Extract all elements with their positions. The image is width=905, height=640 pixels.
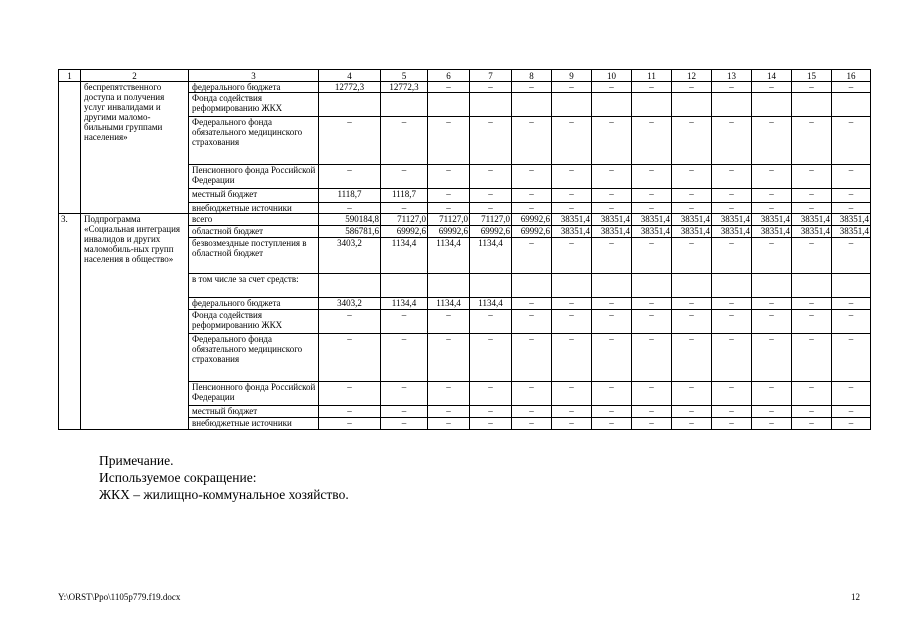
value-cell: – — [552, 189, 592, 203]
value-cell: – — [712, 189, 752, 203]
value-cell: – — [712, 82, 752, 93]
value-cell: – — [470, 406, 512, 418]
value-cell — [592, 93, 632, 117]
value-cell: – — [752, 165, 792, 189]
funding-source-cell: Федерального фонда обязательного медицинского страхования — [189, 334, 319, 382]
value-cell: – — [512, 406, 552, 418]
footer-page-number: 12 — [851, 592, 860, 602]
value-cell: – — [792, 418, 832, 430]
value-cell: 69992,6 — [512, 226, 552, 238]
value-cell: – — [552, 165, 592, 189]
budget-table — [58, 69, 871, 430]
value-cell: – — [752, 334, 792, 382]
value-cell: – — [470, 189, 512, 203]
value-cell: – — [672, 117, 712, 165]
value-cell: – — [428, 418, 470, 430]
value-cell — [512, 93, 552, 117]
value-cell: – — [672, 189, 712, 203]
value-cell: – — [319, 310, 381, 334]
value-cell: 69992,6 — [470, 226, 512, 238]
value-cell — [512, 274, 552, 298]
value-cell: 38351,4 — [752, 226, 792, 238]
program-name-cell: беспрепятственного доступа и получения услуг инвалидами и другими маломо-бильными группами населения» — [81, 82, 189, 214]
value-cell: – — [672, 334, 712, 382]
value-cell: – — [712, 334, 752, 382]
value-cell: – — [381, 165, 428, 189]
value-cell: – — [672, 310, 712, 334]
value-cell: – — [512, 418, 552, 430]
value-cell: – — [512, 82, 552, 93]
funding-source-cell: Пенсионного фонда Российской Федерации — [189, 382, 319, 406]
value-cell: – — [752, 82, 792, 93]
value-cell: 3403,2 — [319, 238, 381, 274]
value-cell: – — [792, 189, 832, 203]
value-cell: – — [712, 310, 752, 334]
value-cell: – — [512, 189, 552, 203]
value-cell: – — [832, 203, 871, 214]
value-cell: – — [428, 82, 470, 93]
value-cell: – — [552, 334, 592, 382]
value-cell: – — [552, 310, 592, 334]
value-cell: – — [792, 298, 832, 310]
value-cell: – — [592, 382, 632, 406]
value-cell — [552, 93, 592, 117]
funding-source-cell: внебюджетные источники — [189, 203, 319, 214]
header-cell: 5 — [381, 70, 428, 82]
value-cell — [381, 274, 428, 298]
value-cell: 1134,4 — [381, 238, 428, 274]
value-cell: – — [381, 203, 428, 214]
value-cell: – — [752, 382, 792, 406]
value-cell: – — [512, 382, 552, 406]
header-row — [59, 70, 871, 82]
value-cell: – — [672, 238, 712, 274]
value-cell: – — [712, 165, 752, 189]
value-cell: – — [552, 117, 592, 165]
value-cell: – — [832, 406, 871, 418]
value-cell: 38351,4 — [712, 226, 752, 238]
value-cell: – — [752, 298, 792, 310]
funding-source-cell: местный бюджет — [189, 406, 319, 418]
value-cell: 1134,4 — [428, 238, 470, 274]
value-cell — [672, 274, 712, 298]
value-cell: – — [512, 165, 552, 189]
value-cell: – — [792, 82, 832, 93]
value-cell — [632, 93, 672, 117]
value-cell: – — [428, 382, 470, 406]
value-cell: – — [319, 117, 381, 165]
value-cell: – — [592, 334, 632, 382]
value-cell: – — [592, 82, 632, 93]
funding-source-cell: Федерального фонда обязательного медицинского страхования — [189, 117, 319, 165]
value-cell: 1118,7 — [381, 189, 428, 203]
value-cell — [672, 93, 712, 117]
value-cell: – — [832, 117, 871, 165]
value-cell: – — [672, 418, 712, 430]
value-cell: – — [592, 203, 632, 214]
value-cell: – — [470, 382, 512, 406]
header-cell: 16 — [832, 70, 871, 82]
value-cell: – — [470, 334, 512, 382]
value-cell: 38351,4 — [552, 226, 592, 238]
note-title: Примечание. — [99, 453, 174, 468]
value-cell — [592, 274, 632, 298]
value-cell: – — [552, 382, 592, 406]
value-cell: – — [672, 298, 712, 310]
value-cell: 1134,4 — [381, 298, 428, 310]
value-cell — [381, 93, 428, 117]
value-cell: – — [552, 298, 592, 310]
value-cell: 12772,3 — [319, 82, 381, 93]
value-cell: – — [792, 117, 832, 165]
value-cell: – — [792, 334, 832, 382]
value-cell: 38351,4 — [592, 214, 632, 226]
value-cell — [832, 93, 871, 117]
value-cell: – — [428, 310, 470, 334]
row-number-cell — [59, 82, 81, 214]
note-abbrev-intro: Используемое сокращение: — [99, 470, 257, 485]
value-cell — [632, 274, 672, 298]
value-cell — [792, 93, 832, 117]
value-cell: 38351,4 — [712, 214, 752, 226]
value-cell: – — [832, 334, 871, 382]
header-cell: 14 — [752, 70, 792, 82]
value-cell: – — [428, 406, 470, 418]
value-cell: – — [470, 82, 512, 93]
value-cell: 38351,4 — [672, 214, 712, 226]
value-cell: – — [319, 418, 381, 430]
value-cell: – — [632, 334, 672, 382]
funding-source-cell: Фонда содействия реформированию ЖКХ — [189, 310, 319, 334]
value-cell — [470, 93, 512, 117]
value-cell: 38351,4 — [792, 214, 832, 226]
value-cell: – — [552, 418, 592, 430]
header-cell: 4 — [319, 70, 381, 82]
value-cell: – — [512, 334, 552, 382]
note-abbrev-zhkh: ЖКХ – жилищно-коммунальное хозяйство. — [99, 487, 349, 502]
row-number-cell: 3. — [59, 214, 81, 430]
value-cell — [428, 93, 470, 117]
value-cell: – — [752, 418, 792, 430]
funding-source-cell: местный бюджет — [189, 189, 319, 203]
value-cell: – — [832, 238, 871, 274]
value-cell: – — [512, 203, 552, 214]
value-cell: – — [512, 310, 552, 334]
value-cell — [428, 274, 470, 298]
value-cell: 38351,4 — [792, 226, 832, 238]
header-cell: 8 — [512, 70, 552, 82]
value-cell: – — [319, 382, 381, 406]
value-cell: – — [470, 310, 512, 334]
value-cell: – — [672, 406, 712, 418]
value-cell: – — [712, 406, 752, 418]
value-cell: – — [832, 82, 871, 93]
value-cell: – — [752, 310, 792, 334]
value-cell: – — [632, 238, 672, 274]
value-cell: – — [319, 203, 381, 214]
value-cell: – — [632, 406, 672, 418]
value-cell: 71127,0 — [428, 214, 470, 226]
footer-file-path: Y:\ORST\Ppo\1105p779.f19.docx — [58, 592, 181, 602]
funding-source-cell: безвозмездные поступления в областной бюджет — [189, 238, 319, 274]
value-cell: – — [632, 382, 672, 406]
header-cell: 1 — [59, 70, 81, 82]
value-cell: – — [428, 203, 470, 214]
value-cell: 38351,4 — [672, 226, 712, 238]
value-cell: – — [470, 117, 512, 165]
value-cell: – — [752, 406, 792, 418]
value-cell: – — [592, 165, 632, 189]
value-cell: 71127,0 — [381, 214, 428, 226]
funding-source-cell: всего — [189, 214, 319, 226]
value-cell: 38351,4 — [632, 214, 672, 226]
value-cell: – — [672, 82, 712, 93]
value-cell: – — [752, 189, 792, 203]
value-cell — [712, 274, 752, 298]
value-cell: – — [512, 238, 552, 274]
value-cell: – — [592, 238, 632, 274]
header-cell: 6 — [428, 70, 470, 82]
header-cell: 13 — [712, 70, 752, 82]
value-cell — [712, 93, 752, 117]
value-cell: – — [592, 418, 632, 430]
value-cell: – — [592, 406, 632, 418]
value-cell: – — [792, 238, 832, 274]
header-cell: 10 — [592, 70, 632, 82]
value-cell: – — [712, 238, 752, 274]
value-cell: – — [672, 165, 712, 189]
funding-source-cell: федерального бюджета — [189, 82, 319, 93]
value-cell: – — [428, 117, 470, 165]
value-cell: 590184,8 — [319, 214, 381, 226]
value-cell: – — [792, 382, 832, 406]
value-cell: – — [752, 238, 792, 274]
value-cell: – — [319, 334, 381, 382]
value-cell: – — [632, 298, 672, 310]
header-cell: 7 — [470, 70, 512, 82]
header-cell: 3 — [189, 70, 319, 82]
value-cell: – — [470, 165, 512, 189]
value-cell: – — [428, 334, 470, 382]
value-cell: 1134,4 — [470, 238, 512, 274]
value-cell: – — [319, 406, 381, 418]
value-cell: – — [470, 418, 512, 430]
value-cell — [832, 274, 871, 298]
value-cell: 1134,4 — [428, 298, 470, 310]
value-cell: – — [512, 298, 552, 310]
value-cell — [752, 93, 792, 117]
value-cell: – — [832, 298, 871, 310]
value-cell: – — [632, 418, 672, 430]
value-cell: – — [470, 203, 512, 214]
value-cell: – — [319, 165, 381, 189]
value-cell — [552, 274, 592, 298]
value-cell: 71127,0 — [470, 214, 512, 226]
value-cell: – — [592, 189, 632, 203]
value-cell: 12772,3 — [381, 82, 428, 93]
value-cell: – — [792, 165, 832, 189]
value-cell: 38351,4 — [752, 214, 792, 226]
header-cell: 12 — [672, 70, 712, 82]
value-cell — [752, 274, 792, 298]
value-cell: 69992,6 — [428, 226, 470, 238]
funding-source-cell: областной бюджет — [189, 226, 319, 238]
value-cell: – — [832, 310, 871, 334]
value-cell: – — [381, 406, 428, 418]
note-block — [99, 452, 799, 503]
value-cell: – — [428, 165, 470, 189]
value-cell — [470, 274, 512, 298]
value-cell: 38351,4 — [832, 214, 871, 226]
table-row — [59, 82, 871, 93]
value-cell: – — [712, 117, 752, 165]
value-cell: – — [592, 298, 632, 310]
value-cell: 38351,4 — [632, 226, 672, 238]
value-cell: – — [381, 310, 428, 334]
value-cell: – — [632, 189, 672, 203]
value-cell: – — [632, 165, 672, 189]
funding-source-cell: Пенсионного фонда Российской Федерации — [189, 165, 319, 189]
value-cell: 586781,6 — [319, 226, 381, 238]
value-cell: – — [552, 82, 592, 93]
value-cell: – — [381, 382, 428, 406]
value-cell: – — [792, 203, 832, 214]
value-cell: – — [832, 165, 871, 189]
value-cell: 38351,4 — [832, 226, 871, 238]
value-cell: – — [552, 203, 592, 214]
value-cell: – — [792, 310, 832, 334]
value-cell: – — [792, 406, 832, 418]
value-cell: – — [632, 203, 672, 214]
value-cell: – — [712, 382, 752, 406]
value-cell: – — [832, 418, 871, 430]
header-cell: 15 — [792, 70, 832, 82]
value-cell: – — [672, 382, 712, 406]
value-cell: 1118,7 — [319, 189, 381, 203]
funding-source-cell: Фонда содействия реформированию ЖКХ — [189, 93, 319, 117]
funding-source-cell: федерального бюджета — [189, 298, 319, 310]
value-cell — [792, 274, 832, 298]
value-cell — [319, 274, 381, 298]
value-cell: – — [752, 203, 792, 214]
value-cell: 3403,2 — [319, 298, 381, 310]
value-cell: – — [832, 382, 871, 406]
value-cell: 38351,4 — [592, 226, 632, 238]
value-cell: 69992,6 — [512, 214, 552, 226]
funding-source-cell: в том числе за счет средств: — [189, 274, 319, 298]
value-cell: – — [712, 418, 752, 430]
value-cell: – — [381, 334, 428, 382]
value-cell: – — [512, 117, 552, 165]
value-cell: – — [428, 189, 470, 203]
value-cell: – — [632, 117, 672, 165]
value-cell — [319, 93, 381, 117]
value-cell: – — [632, 82, 672, 93]
table-row — [59, 214, 871, 226]
value-cell: 38351,4 — [552, 214, 592, 226]
program-name-cell: Подпрограмма «Социальная интеграция инвалидов и других маломобиль-ных групп населения в общество» — [81, 214, 189, 430]
value-cell: – — [552, 238, 592, 274]
value-cell: – — [381, 418, 428, 430]
funding-source-cell: внебюджетные источники — [189, 418, 319, 430]
header-cell: 11 — [632, 70, 672, 82]
value-cell: – — [712, 203, 752, 214]
value-cell: – — [552, 406, 592, 418]
value-cell: – — [712, 298, 752, 310]
value-cell: – — [752, 117, 792, 165]
header-cell: 2 — [81, 70, 189, 82]
header-cell: 9 — [552, 70, 592, 82]
value-cell: 69992,6 — [381, 226, 428, 238]
value-cell: – — [592, 117, 632, 165]
value-cell: – — [832, 189, 871, 203]
value-cell: – — [592, 310, 632, 334]
value-cell: – — [632, 310, 672, 334]
value-cell: 1134,4 — [470, 298, 512, 310]
value-cell: – — [672, 203, 712, 214]
value-cell: – — [381, 117, 428, 165]
